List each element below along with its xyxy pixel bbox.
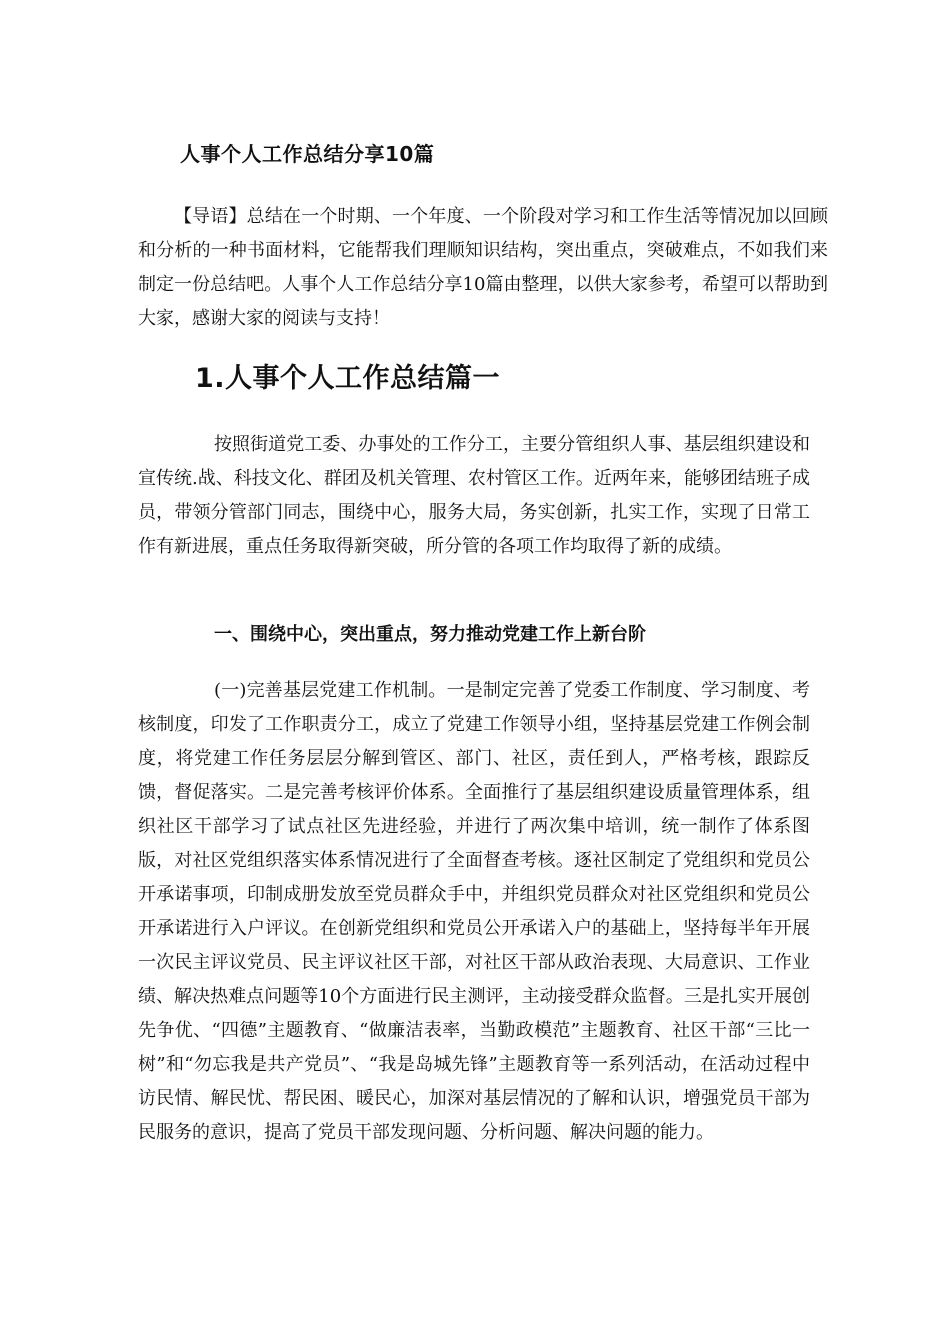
section-heading: 1.人事个人工作总结篇一 xyxy=(195,363,501,394)
body-paragraph-2: (一)完善基层党建工作机制。一是制定完善了党委工作制度、学习制度、考核制度，印发了工作职责分工，成立了党建工作领导小组，坚持基层党建工作例会制度，将党建工作任务层层分解到管区、部门、社区，责任到人，严格考核，跟踪反馈，督促落实。二是完善考核评价体系。全面推行了基层组织建设质量管理体系，组织社区干部学习了试点社区先进经验，并进行了两次集中培训，统一制作了体系图版，对社区党组织落实体系情况进行了全面督查考核。逐社区制定了党组织和党员公开承诺事项，印制成册发放至党员群众手中，并组织党员群众对社区党组织和党员公开承诺进行入户评议。在创新党组织和党员公开承诺入户的基础上，坚持每半年开展一次民主评议党员、民主评议社区干部，对社区干部从政治表现、大局意识、工作业绩、解决热难点问题等10个方面进行民主测评，主动接受群众监督。三是扎实开展创先争优、“四德”主题教育、“做廉洁表率，当勤政模范”主题教育、社区干部“三比一树”和“勿忘我是共产党员”、“我是岛城先锋”主题教育等一系列活动，在活动过程中访民情、解民忧、帮民困、暖民心，加深对基层情况的了解和认识，增强党员干部为民服务的意识，提高了党员干部发现问题、分析问题、解决问题的能力。 xyxy=(138,680,810,1143)
document-title: 人事个人工作总结分享10篇 xyxy=(180,142,435,166)
intro-paragraph: 【导语】总结在一个时期、一个年度、一个阶段对学习和工作生活等情况加以回顾和分析的一种书面材料，它能帮我们理顺知识结构，突出重点，突破难点，不如我们来制定一份总结吧。人事个人工作总结分享10篇由整理，以供大家参考，希望可以帮助到大家，感谢大家的阅读与支持！ xyxy=(138,206,828,329)
sub-heading: 一、围绕中心，突出重点，努力推动党建工作上新台阶 xyxy=(214,624,646,645)
body-paragraph-1: 按照街道党工委、办事处的工作分工，主要分管组织人事、基层组织建设和宣传统.战、科技文化、群团及机关管理、农村管区工作。近两年来，能够团结班子成员，带领分管部门同志，围绕中心，服务大局，务实创新，扎实工作，实现了日常工作有新进展，重点任务取得新突破，所分管的各项工作均取得了新的成绩。 xyxy=(138,434,810,557)
